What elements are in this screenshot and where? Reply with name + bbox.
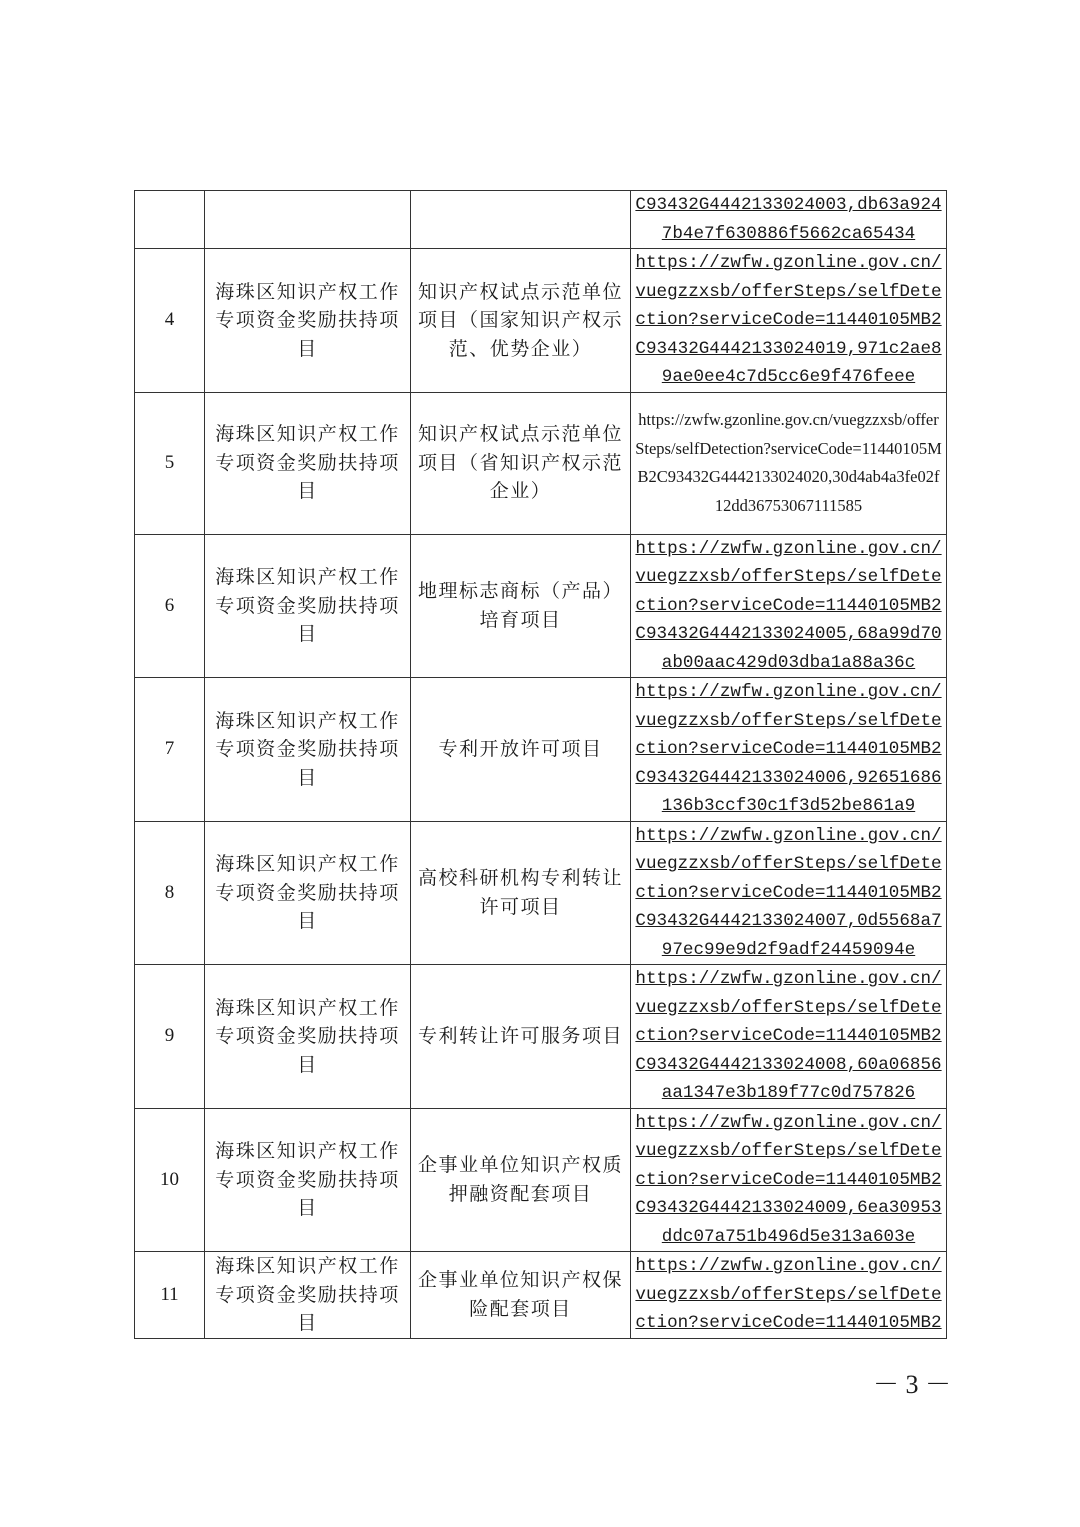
table-row	[135, 678, 947, 822]
category-cell: 海珠区知识产权工作专项资金奖励扶持项目	[205, 1252, 411, 1339]
row-number: 6	[135, 534, 205, 678]
category-cell: 海珠区知识产权工作专项资金奖励扶持项目	[205, 678, 411, 822]
project-table	[134, 190, 947, 1339]
table-row	[135, 965, 947, 1109]
service-link[interactable]: https://zwfw.gzonline.gov.cn/vuegzzxsb/offerSteps/selfDetection?serviceCode=11440105MB2C93432G4442133024020,30d4ab4a3fe02f12dd36753067111585	[631, 392, 947, 534]
project-cell: 地理标志商标（产品）培育项目	[411, 534, 631, 678]
project-cell: 专利开放许可项目	[411, 678, 631, 822]
row-number: 11	[135, 1252, 205, 1339]
service-link[interactable]: https://zwfw.gzonline.gov.cn/vuegzzxsb/offerSteps/selfDetection?serviceCode=11440105MB2C93432G4442133024007,0d5568a797ec99e9d2f9adf24459094e	[631, 821, 947, 965]
row-number: 8	[135, 821, 205, 965]
category-cell: 海珠区知识产权工作专项资金奖励扶持项目	[205, 534, 411, 678]
table-row	[135, 534, 947, 678]
category-cell	[205, 191, 411, 249]
table-row	[135, 191, 947, 249]
category-cell: 海珠区知识产权工作专项资金奖励扶持项目	[205, 1108, 411, 1252]
table-row	[135, 1108, 947, 1252]
category-cell: 海珠区知识产权工作专项资金奖励扶持项目	[205, 249, 411, 393]
table-row	[135, 821, 947, 965]
table-row	[135, 1252, 947, 1339]
row-number: 7	[135, 678, 205, 822]
project-cell	[411, 191, 631, 249]
project-cell: 企事业单位知识产权质押融资配套项目	[411, 1108, 631, 1252]
service-link[interactable]: https://zwfw.gzonline.gov.cn/vuegzzxsb/offerSteps/selfDetection?serviceCode=11440105MB2	[631, 1252, 947, 1339]
service-link[interactable]: https://zwfw.gzonline.gov.cn/vuegzzxsb/offerSteps/selfDetection?serviceCode=11440105MB2C93432G4442133024008,60a06856aa1347e3b189f77c0d757826	[631, 965, 947, 1109]
category-cell: 海珠区知识产权工作专项资金奖励扶持项目	[205, 965, 411, 1109]
row-number: 10	[135, 1108, 205, 1252]
project-cell: 高校科研机构专利转让许可项目	[411, 821, 631, 965]
service-link[interactable]: https://zwfw.gzonline.gov.cn/vuegzzxsb/offerSteps/selfDetection?serviceCode=11440105MB2C93432G4442133024019,971c2ae89ae0ee4c7d5cc6e9f476feee	[631, 249, 947, 393]
page-number: － 3 －	[872, 1370, 951, 1399]
project-cell: 企事业单位知识产权保险配套项目	[411, 1252, 631, 1339]
row-number: 4	[135, 249, 205, 393]
service-link[interactable]: C93432G4442133024003,db63a9247b4e7f630886f5662ca65434	[631, 191, 947, 249]
service-link[interactable]: https://zwfw.gzonline.gov.cn/vuegzzxsb/offerSteps/selfDetection?serviceCode=11440105MB2C93432G4442133024006,92651686136b3ccf30c1f3d52be861a9	[631, 678, 947, 822]
service-link[interactable]: https://zwfw.gzonline.gov.cn/vuegzzxsb/offerSteps/selfDetection?serviceCode=11440105MB2C93432G4442133024005,68a99d70ab00aac429d03dba1a88a36c	[631, 534, 947, 678]
table-row	[135, 249, 947, 393]
category-cell: 海珠区知识产权工作专项资金奖励扶持项目	[205, 821, 411, 965]
table-row	[135, 392, 947, 534]
service-link[interactable]: https://zwfw.gzonline.gov.cn/vuegzzxsb/offerSteps/selfDetection?serviceCode=11440105MB2C93432G4442133024009,6ea30953ddc07a751b496d5e313a603e	[631, 1108, 947, 1252]
category-cell: 海珠区知识产权工作专项资金奖励扶持项目	[205, 392, 411, 534]
row-number: 5	[135, 392, 205, 534]
project-cell: 知识产权试点示范单位项目（国家知识产权示范、优势企业）	[411, 249, 631, 393]
project-cell: 知识产权试点示范单位项目（省知识产权示范企业）	[411, 392, 631, 534]
row-number: 9	[135, 965, 205, 1109]
project-cell: 专利转让许可服务项目	[411, 965, 631, 1109]
row-number	[135, 191, 205, 249]
